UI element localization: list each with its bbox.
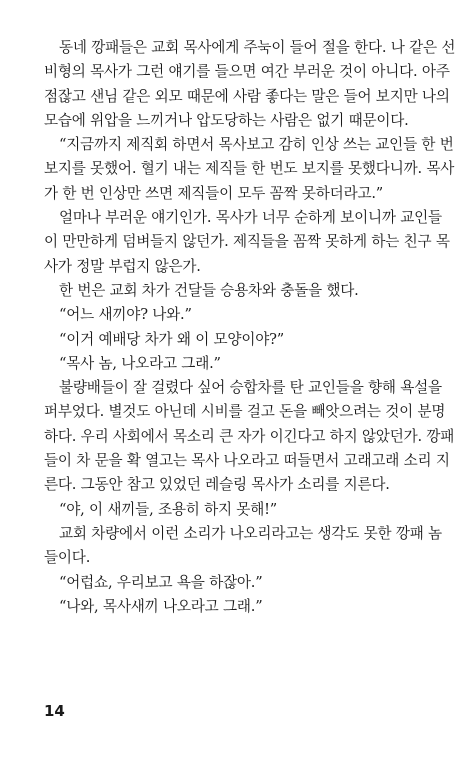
text-line: “어럽쇼, 우리보고 욕을 하잖아.”: [59, 573, 263, 591]
text-line: 비형의 목사가 그런 얘기를 들으면 여간 부러운 것이 아니다. 아주: [44, 63, 450, 81]
text-line: 교회 차량에서 이런 소리가 나오리라고는 생각도 못한 깡패 놈: [59, 524, 442, 542]
text-line: “이거 예배당 차가 왜 이 모양이야?”: [59, 330, 285, 348]
text-line: 퍼부었다. 별것도 아닌데 시비를 걸고 돈을 빼앗으려는 것이 분명: [44, 403, 446, 421]
text-line: “어느 새끼야? 나와.”: [59, 306, 192, 324]
text-line: “나와, 목사새끼 나오라고 그래.”: [59, 597, 263, 615]
text-line: 른다. 그동안 참고 있었던 레슬링 목사가 소리를 지른다.: [44, 476, 390, 494]
text-line: “지금까지 제직회 하면서 목사보고 감히 인상 쓰는 교인들 한 번: [59, 136, 454, 154]
text-line: 동네 깡패들은 교회 목사에게 주눅이 들어 절을 한다. 나 같은 선: [59, 39, 456, 56]
text-line: 점잖고 샌님 같은 외모 때문에 사람 좋다는 말은 들어 보지만 나의: [44, 87, 450, 105]
page-number: 14: [44, 702, 65, 720]
text-line: 얼마나 부러운 얘기인가. 목사가 너무 순하게 보이니까 교인들: [59, 209, 442, 227]
text-line: 하다. 우리 사회에서 목소리 큰 자가 이긴다고 하지 않았던가. 깡패: [44, 427, 455, 445]
text-line: 한 번은 교회 차가 건달들 승용차와 충돌을 했다.: [59, 281, 359, 299]
text-line: 불량배들이 잘 걸렸다 싶어 승합차를 탄 교인들을 향해 욕설을: [59, 379, 442, 397]
text-line: 이 만만하게 덤벼들지 않던가. 제직들을 꼼짝 못하게 하는 친구 목: [44, 233, 450, 251]
body-text: [44, 36, 456, 619]
text-line: 들이다.: [44, 549, 91, 567]
text-line: “목사 놈, 나오라고 그래.”: [59, 354, 221, 372]
text-line: 보지를 못했어. 혈기 내는 제직들 한 번도 보지를 못했다니까. 목사: [44, 160, 455, 178]
text-line: 사가 정말 부럽지 않은가.: [44, 257, 201, 275]
text-line: “야, 이 새끼들, 조용히 하지 못해!”: [59, 500, 278, 518]
text-line: 모습에 위압을 느끼거나 압도당하는 사람은 없기 때문이다.: [44, 111, 409, 129]
text-line: 들이 차 문을 확 열고는 목사 나오라고 떠들면서 고래고래 소리 지: [44, 452, 450, 470]
text-line: 가 한 번 인상만 쓰면 제직들이 모두 꼼짝 못하더라고.”: [44, 184, 384, 202]
